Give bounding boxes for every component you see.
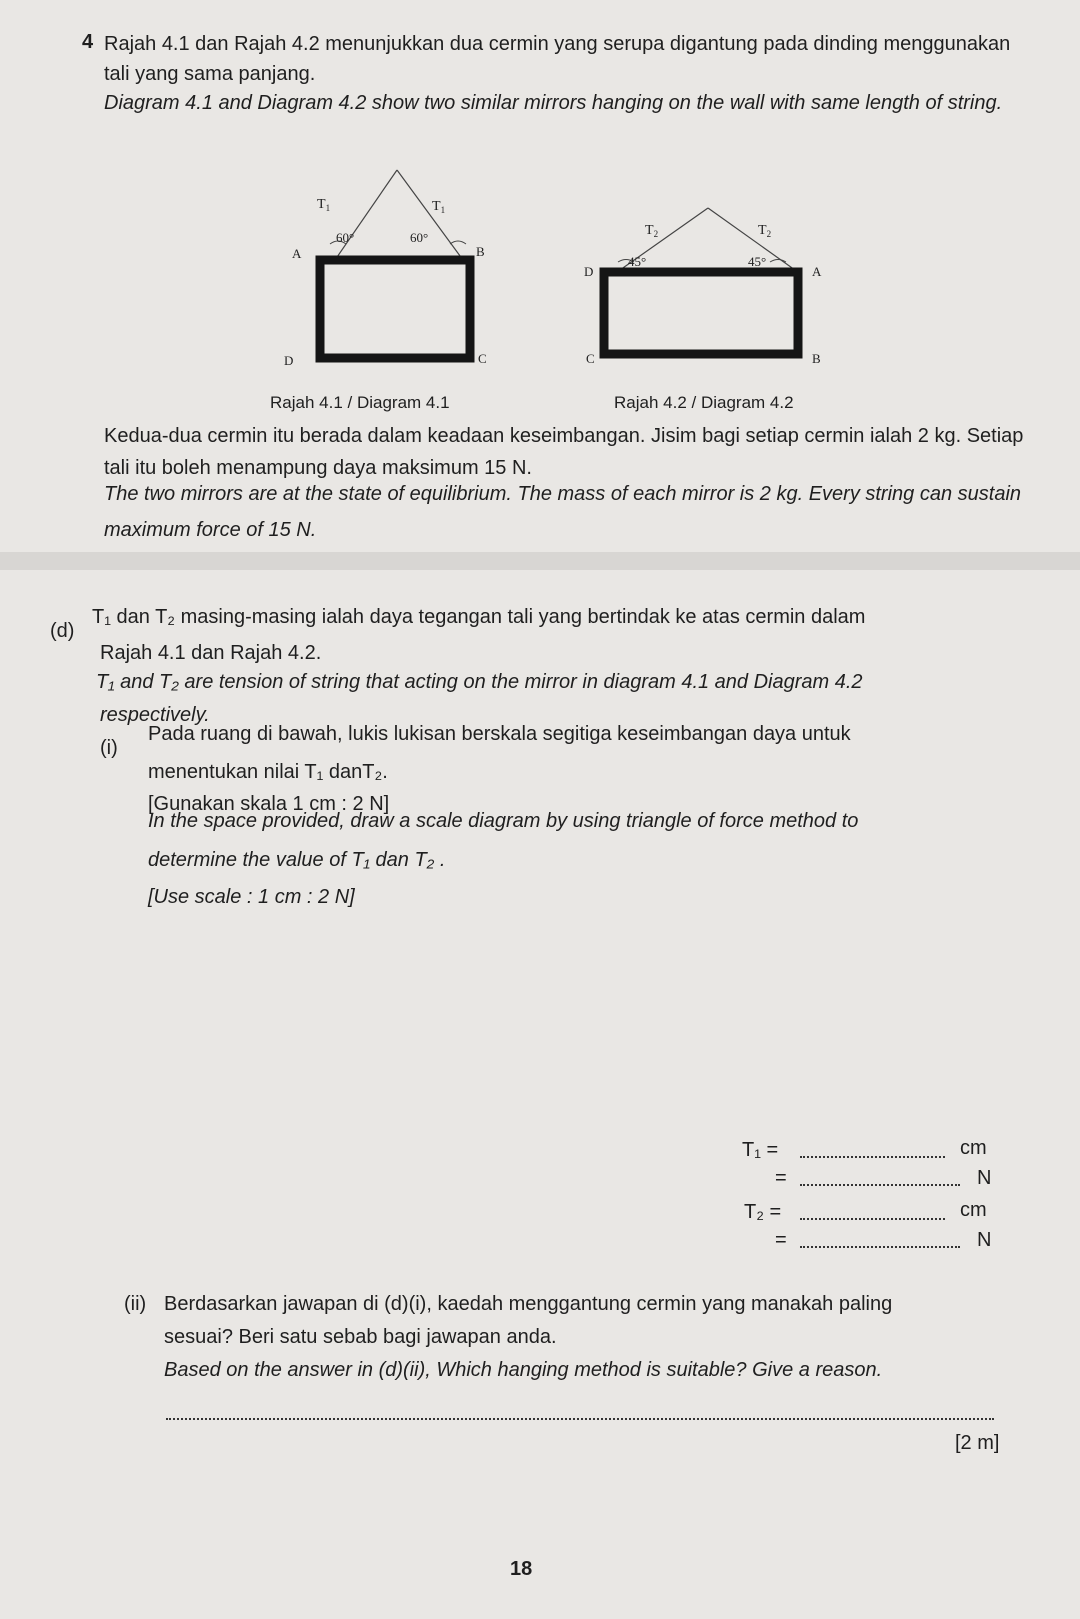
part-ii-english-line1: Based on the answer in (d)(ii), Which hanging method is suitable? Give a reason. (164, 1359, 883, 1381)
answer-t1-cm-unit: cm (960, 1137, 987, 1159)
part-d-label: (d) (50, 620, 75, 642)
part-d-malay-line2: Rajah 4.1 dan Rajah 4.2. (100, 642, 322, 664)
answer-t2-cm-blank[interactable] (800, 1218, 945, 1220)
corner-label-a: A (292, 246, 302, 261)
corner-label-c: C (586, 351, 595, 366)
corner-label-b: B (476, 244, 485, 259)
string-left (335, 170, 397, 260)
part-ii-malay-line2: sesuai? Beri satu sebab bagi jawapan anda. (164, 1326, 557, 1348)
part-i-malay-line1: Pada ruang di bawah, lukis lukisan berskala segitiga keseimbangan daya untuk (148, 723, 851, 745)
tension-label-left: $T_1$ (317, 197, 331, 213)
answer-t1-equals: = (775, 1167, 787, 1189)
part-d-english-line2: respectively. (100, 704, 210, 726)
part-ii-malay-line1: Berdasarkan jawapan di (d)(i), kaedah menggantung cermin yang manakah paling (164, 1293, 893, 1315)
part-d-english-line1: T₁ and T₂ are tension of string that acting on the mirror in diagram 4.1 and Diagram 4.2 (96, 671, 863, 693)
answer-t2-n-blank[interactable] (800, 1246, 960, 1248)
answer-t2-equals: = (775, 1229, 787, 1251)
diagram-4-2 (580, 200, 840, 380)
answer-t1-cm-blank[interactable] (800, 1156, 945, 1158)
mirror-frame (320, 260, 470, 358)
angle-label-left: 60° (336, 230, 355, 245)
angle-arc-right (450, 241, 466, 244)
corner-label-a: A (812, 264, 822, 279)
tension-label-right: $T_1$ (432, 199, 446, 215)
answer-t1-n-blank[interactable] (800, 1184, 960, 1186)
part-i-label: (i) (100, 737, 118, 759)
angle-label-right: 45° (748, 254, 767, 269)
answer-t2-n-unit: N (977, 1229, 992, 1251)
info-english: The two mirrors are at the state of equilibrium. The mass of each mirror is 2 kg. Every string can sustain maximum force of 15 N. (104, 483, 1022, 541)
intro-english: Diagram 4.1 and Diagram 4.2 show two similar mirrors hanging on the wall with same length of string. (104, 92, 1003, 114)
string-right (397, 170, 463, 260)
answer-t2-label: T₂ = (744, 1201, 782, 1223)
part-ii-answer-line[interactable] (166, 1418, 994, 1420)
intro-malay: Rajah 4.1 dan Rajah 4.2 menunjukkan dua cermin yang serupa digantung pada dinding menggunakan tali yang sama panjang. (104, 33, 1011, 85)
angle-label-left: 45° (628, 254, 647, 269)
corner-label-b: B (812, 351, 821, 366)
mirror-frame (604, 272, 798, 354)
info-malay: Kedua-dua cermin itu berada dalam keadaan keseimbangan. Jisim bagi setiap cermin ialah 2 kg. Setiap tali itu boleh menampung daya maksimum 15 N. (104, 425, 1024, 479)
fold-shadow (0, 552, 1080, 570)
page-number: 18 (510, 1558, 533, 1580)
part-i-english-scale: [Use scale : 1 cm : 2 N] (148, 886, 355, 908)
answer-t2-cm-unit: cm (960, 1199, 987, 1221)
answer-t1-n-unit: N (977, 1167, 992, 1189)
question-number: 4 (82, 31, 94, 53)
part-i-malay-line2: menentukan nilai T₁ danT₂. (148, 761, 388, 783)
part-i-english-line2: determine the value of T₁ dan T₂ . (148, 849, 446, 871)
part-ii-label: (ii) (124, 1293, 147, 1315)
answer-t1-label: T₁ = (742, 1139, 779, 1161)
diagram-4-2-caption: Rajah 4.2 / Diagram 4.2 (614, 393, 794, 412)
diagram-4-1 (280, 160, 520, 390)
part-i-english-line1: In the space provided, draw a scale diagram by using triangle of force method to (148, 810, 859, 832)
corner-label-c: C (478, 351, 487, 366)
tension-label-right: $T_2$ (758, 223, 772, 239)
diagram-4-1-caption: Rajah 4.1 / Diagram 4.1 (270, 393, 450, 412)
tension-label-left: $T_2$ (645, 223, 659, 239)
angle-label-right: 60° (410, 230, 429, 245)
corner-label-d: D (584, 264, 594, 279)
part-i-malay-scale: [Gunakan skala 1 cm : 2 N] (148, 793, 390, 815)
part-d-malay-line1: T₁ dan T₂ masing-masing ialah daya tegangan tali yang bertindak ke atas cermin dalam (92, 606, 866, 628)
marks-label: [2 m] (955, 1432, 1000, 1454)
corner-label-d: D (284, 353, 294, 368)
